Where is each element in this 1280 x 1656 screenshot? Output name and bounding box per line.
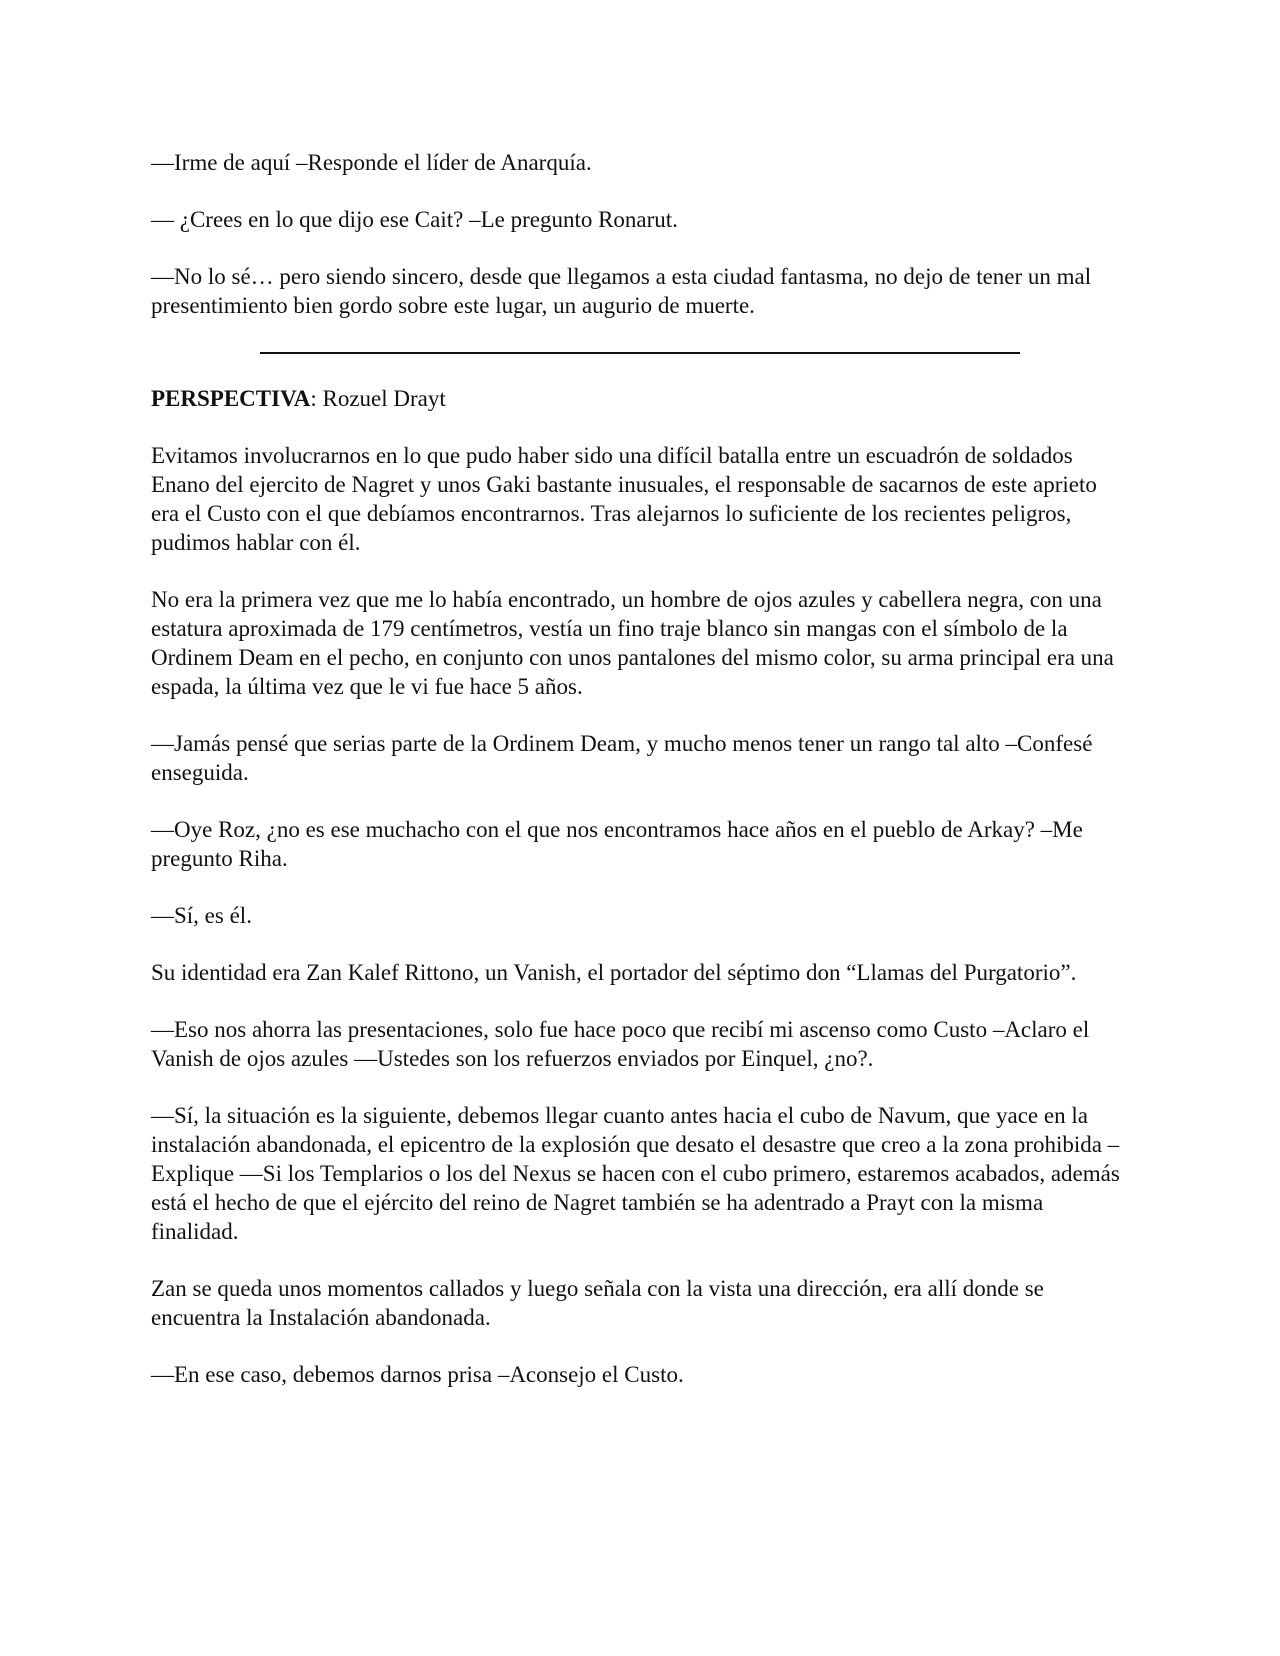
paragraph: —Irme de aquí –Responde el líder de Anarquía. [151, 150, 592, 175]
section-divider [260, 352, 1020, 354]
paragraph: —Eso nos ahorra las presentaciones, solo fue hace poco que recibí mi ascenso como Custo –Aclaro el Vanish de ojos azules —Ustedes son los refuerzos enviados por Einquel, ¿no?. [151, 1017, 1090, 1071]
paragraph: —En ese caso, debemos darnos prisa –Aconsejo el Custo. [151, 1362, 684, 1387]
paragraph: —Oye Roz, ¿no es ese muchacho con el que nos encontramos hace años en el pueblo de Arkay? –Me pregunto Riha. [151, 817, 1083, 871]
paragraph: —Jamás pensé que serias parte de la Ordinem Deam, y mucho menos tener un rango tal alto –Confesé enseguida. [151, 731, 1093, 785]
paragraph: —Sí, es él. [151, 903, 252, 928]
perspective-name: : Rozuel Drayt [310, 386, 446, 411]
perspective-label: PERSPECTIVA [151, 386, 311, 411]
document-page [151, 148, 1129, 1417]
paragraph: —No lo sé… pero siendo sincero, desde que llegamos a esta ciudad fantasma, no dejo de tener un mal presentimiento bien gordo sobre este lugar, un augurio de muerte. [151, 264, 1092, 318]
paragraph: Zan se queda unos momentos callados y luego señala con la vista una dirección, era allí donde se encuentra la Instalación abandonada. [151, 1276, 1044, 1330]
paragraph: Evitamos involucrarnos en lo que pudo haber sido una difícil batalla entre un escuadrón de soldados Enano del ejercito de Nagret y unos Gaki bastante inusuales, el responsable de sacarnos de este aprieto era el Custo con el que debíamos encontrarnos. Tras alejarnos lo suficiente de los recientes peligros, pudimos hablar con él. [151, 443, 1097, 555]
paragraph: Su identidad era Zan Kalef Rittono, un Vanish, el portador del séptimo don “Llamas del Purgatorio”. [151, 960, 1077, 985]
perspective-heading [151, 384, 1129, 413]
paragraph: No era la primera vez que me lo había encontrado, un hombre de ojos azules y cabellera negra, con una estatura aproximada de 179 centímetros, vestía un fino traje blanco sin mangas con el símbolo de la Ordinem Deam en el pecho, en conjunto con unos pantalones del mismo color, su arma principal era una espada, la última vez que le vi fue hace 5 años. [151, 587, 1114, 699]
paragraph: — ¿Crees en lo que dijo ese Cait? –Le pregunto Ronarut. [151, 207, 678, 232]
paragraph: —Sí, la situación es la siguiente, debemos llegar cuanto antes hacia el cubo de Navum, que yace en la instalación abandonada, el epicentro de la explosión que desato el desastre que creo a la zona prohibida –Explique —Si los Templarios o los del Nexus se hacen con el cubo primero, estaremos acabados, además está el hecho de que el ejército del reino de Nagret también se ha adentrado a Prayt con la misma finalidad. [151, 1103, 1120, 1244]
